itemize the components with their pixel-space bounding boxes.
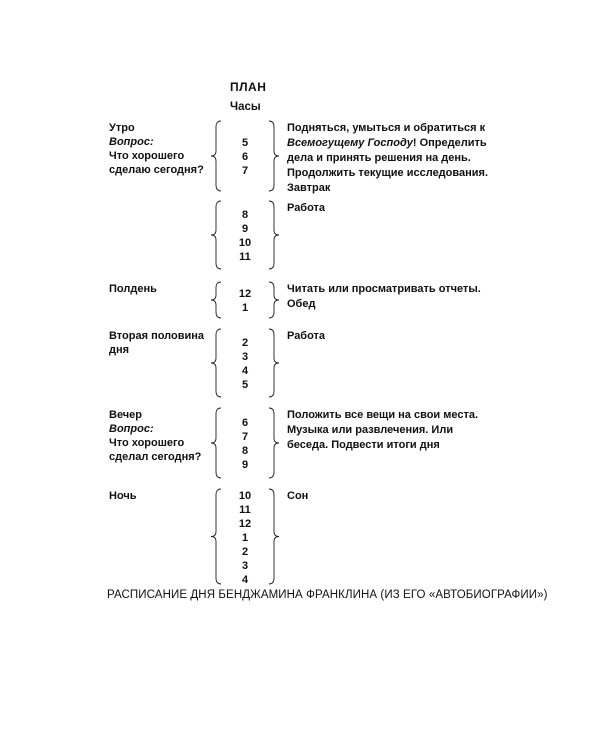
hours-list <box>222 208 268 264</box>
hour-number: 4 <box>241 573 249 586</box>
hour-number: 10 <box>238 237 252 249</box>
hour-number: 8 <box>241 445 249 457</box>
hour-number: 8 <box>241 209 249 221</box>
left-brace <box>211 408 221 478</box>
hours-brace <box>210 408 280 478</box>
activity-text-afternoon: Работа <box>287 330 326 342</box>
activity-text-work: Работа <box>287 202 326 214</box>
hour-number: 1 <box>241 531 249 544</box>
hour-number: 11 <box>239 503 251 516</box>
activity-text-evening: Положить все вещи на свои места. Музыка или развлечения. Или беседа. Подвести итоги дня <box>287 409 479 451</box>
hour-number: 3 <box>241 559 249 572</box>
period-name: Полдень <box>109 283 157 295</box>
left-brace <box>211 121 221 191</box>
hours-brace <box>210 329 280 397</box>
period-label-night <box>109 489 204 503</box>
left-brace <box>211 282 221 318</box>
question-label: Вопрос: <box>109 136 154 148</box>
left-brace <box>211 201 221 269</box>
hour-number: 1 <box>241 302 249 314</box>
right-brace <box>269 282 279 318</box>
activity-text-morning <box>287 121 497 196</box>
right-brace <box>269 329 279 397</box>
left-brace <box>211 489 221 584</box>
hours-column-title: Часы <box>230 101 261 113</box>
hour-number: 9 <box>241 223 249 235</box>
activity-text-part: Подняться, умыться и обратиться к <box>287 122 486 134</box>
hour-number: 10 <box>238 489 252 502</box>
right-brace <box>269 489 279 584</box>
hours-brace <box>210 489 280 584</box>
hour-number: 2 <box>241 337 249 349</box>
period-label-evening <box>109 408 204 464</box>
right-brace <box>269 201 279 269</box>
hour-number: 12 <box>238 517 252 530</box>
hours-list <box>222 287 268 315</box>
activity-text-part: ! Определить дела и принять решения на день. Продолжить текущие исследования. Завтрак <box>287 137 489 194</box>
hour-number: 4 <box>241 365 249 377</box>
right-brace <box>269 408 279 478</box>
hour-number: 12 <box>238 288 252 300</box>
period-label-noon <box>109 282 204 296</box>
hours-list <box>222 336 268 392</box>
right-brace <box>269 121 279 191</box>
period-name: Утро <box>109 122 135 134</box>
figure-caption: РАСПИСАНИЕ ДНЯ БЕНДЖАМИНА ФРАНКЛИНА (ИЗ ЕГО «АВТОБИОГРАФИИ») <box>107 589 548 601</box>
hour-number: 6 <box>241 151 249 163</box>
hour-number: 9 <box>241 459 249 471</box>
hour-number: 3 <box>241 351 249 363</box>
left-brace <box>211 329 221 397</box>
question-label: Вопрос: <box>109 423 154 435</box>
hour-number: 11 <box>239 251 251 263</box>
hour-number: 6 <box>241 417 249 429</box>
hours-list <box>222 416 268 472</box>
plan-title: ПЛАН <box>230 80 267 94</box>
hour-number: 5 <box>241 379 249 391</box>
period-label-afternoon <box>109 329 204 357</box>
hour-number: 5 <box>241 137 249 149</box>
hours-brace <box>210 201 280 269</box>
activity-emphasis: Всемогущему Господу <box>287 137 413 149</box>
period-name: Вечер <box>109 409 143 421</box>
hour-number: 7 <box>241 165 249 177</box>
hour-number: 2 <box>241 545 249 558</box>
question-text: Что хорошего сделал сегодня? <box>109 437 202 463</box>
question-text: Что хорошего сделаю сегодня? <box>109 150 204 176</box>
activity-text-noon: Читать или просматривать отчеты. Обед <box>287 283 481 310</box>
period-label-morning <box>109 121 204 177</box>
hours-brace <box>210 282 280 318</box>
hours-brace <box>210 121 280 191</box>
hour-number: 7 <box>241 431 249 443</box>
hours-list <box>222 136 268 178</box>
period-name: Ночь <box>109 490 137 502</box>
period-name: Вторая половина дня <box>109 330 205 356</box>
activity-text-night: Сон <box>287 490 309 502</box>
hours-list <box>222 489 268 587</box>
